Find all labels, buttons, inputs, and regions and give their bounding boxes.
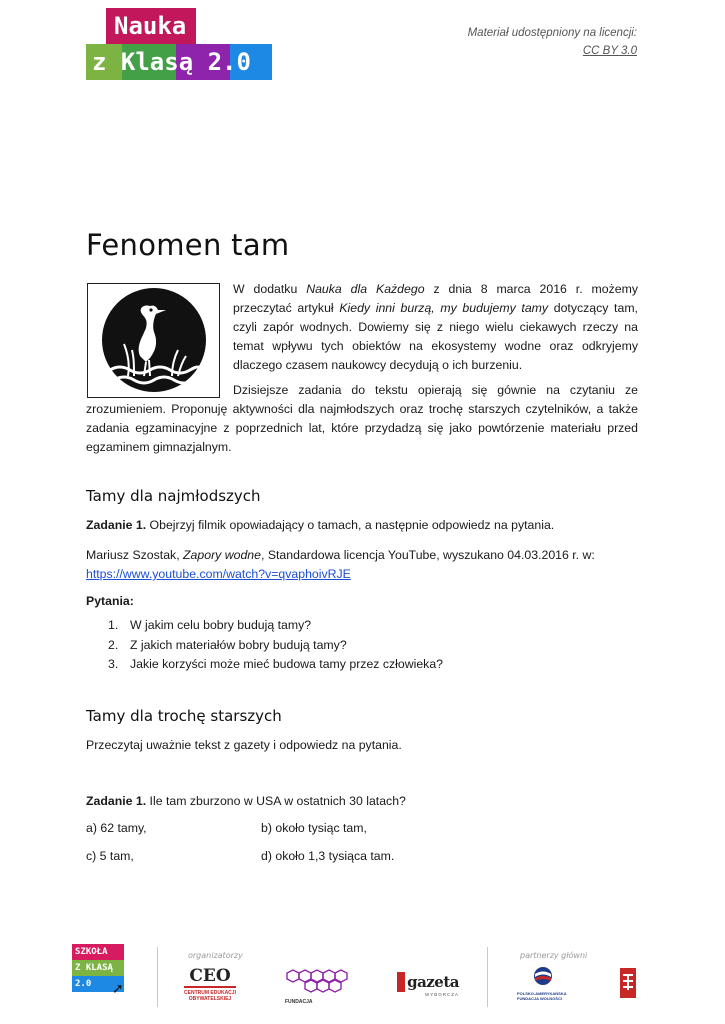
license-note xyxy=(468,24,637,60)
video-source: Mariusz Szostak, Zapory wodne, Standardowa licencja YouTube, wyszukano 04.03.2016 r. w: https://www.youtube.com/watch?v=qvaphoivRJE xyxy=(86,548,595,581)
cursor-icon: ➚ xyxy=(112,980,124,996)
answer-option-b: b) około tysiąc tam, xyxy=(261,821,367,835)
license-link[interactable]: CC BY 3.0 xyxy=(582,45,637,57)
questions-list xyxy=(108,616,443,675)
list-item: 3. Jakie korzyści może mieć budowa tamy przez człowieka? xyxy=(108,657,444,671)
intro-paragraph: W dodatku Nauka dla Każdego z dnia 8 marca 2016 r. możemy przeczytać artykuł Kiedy inni burzą, my budujemy tamy dotyczący tam, czyli zapór wodnych. Dowiemy się z niego wielu ciekawych rzeczy na temat wpływu tych obiektów na ekosystemy wodne oraz odkryjemy dlaczego czasem naukowcy decydują o ich burzeniu. xyxy=(233,282,639,372)
pafw-logo: POLSKO-AMERYKAŃSKA FUNDACJA WOLNOŚCI xyxy=(517,966,575,1001)
task-1-instruction: Zadanie 1. Obejrzyj filmik opowiadający o tamach, a następnie odpowiedz na pytania. xyxy=(86,518,555,532)
fundacja-szkola-z-klasa-logo: FUNDACJA xyxy=(285,968,357,1005)
szkola-z-klasa-logo: SZKOŁA Z KLASĄ 2.0 xyxy=(72,944,124,992)
ceo-logo: CEO CENTRUM EDUKACJI OBYWATELSKIEJ xyxy=(184,966,236,1002)
logo-word-nauka: Nauka xyxy=(106,8,196,44)
organizers-label: organizatorzy xyxy=(188,951,243,960)
section-heading-older: Tamy dla trochę starszych xyxy=(86,707,282,725)
license-line: Materiał udostępniony na licencji: xyxy=(467,27,637,39)
answer-option-a: a) 62 tamy, xyxy=(86,821,147,835)
gazeta-wyborcza-logo: gazeta WYBORCZA xyxy=(397,972,459,997)
answer-option-d: d) około 1,3 tysiąca tam. xyxy=(261,849,395,863)
partners-label: partnerzy główni xyxy=(520,951,588,960)
footer-divider xyxy=(487,947,488,1007)
section2-instruction: Przeczytaj uważnie tekst z gazety i odpowiedz na pytania. xyxy=(86,738,402,752)
hexagon-icon xyxy=(285,968,357,994)
task-2-question: Zadanie 1. Ile tam zburzono w USA w ostatnich 30 latach? xyxy=(86,794,406,808)
youtube-link[interactable]: https://www.youtube.com/watch?v=qvaphoivRJE xyxy=(86,567,351,581)
footer-divider xyxy=(157,947,158,1007)
flag-icon xyxy=(531,966,555,986)
logo-word-z-klasa: z Klasą 2.0 xyxy=(92,48,251,76)
questions-label: Pytania: xyxy=(86,594,134,608)
answer-option-c: c) 5 tam, xyxy=(86,849,134,863)
list-item: 1. W jakim celu bobry budują tamy? xyxy=(108,618,312,632)
partner-emblem-icon xyxy=(620,968,636,998)
list-item: 2. Z jakich materiałów bobry budują tamy? xyxy=(108,637,347,652)
intro-paragraph-2: Dzisiejsze zadania do tekstu opierają się gównie na czytaniu ze zrozumieniem. Proponuję aktywności dla najmłodszych oraz trochę starszych czytelników, a także zadania egzaminacyjne z poprzednich lat, które przydadzą się jako powtórzenie materiału przed egzaminem gimnazjalnym. xyxy=(86,383,638,454)
heron-icon xyxy=(88,284,218,396)
page-title: Fenomen tam xyxy=(86,228,290,262)
section-heading-youngest: Tamy dla najmłodszych xyxy=(86,487,261,505)
